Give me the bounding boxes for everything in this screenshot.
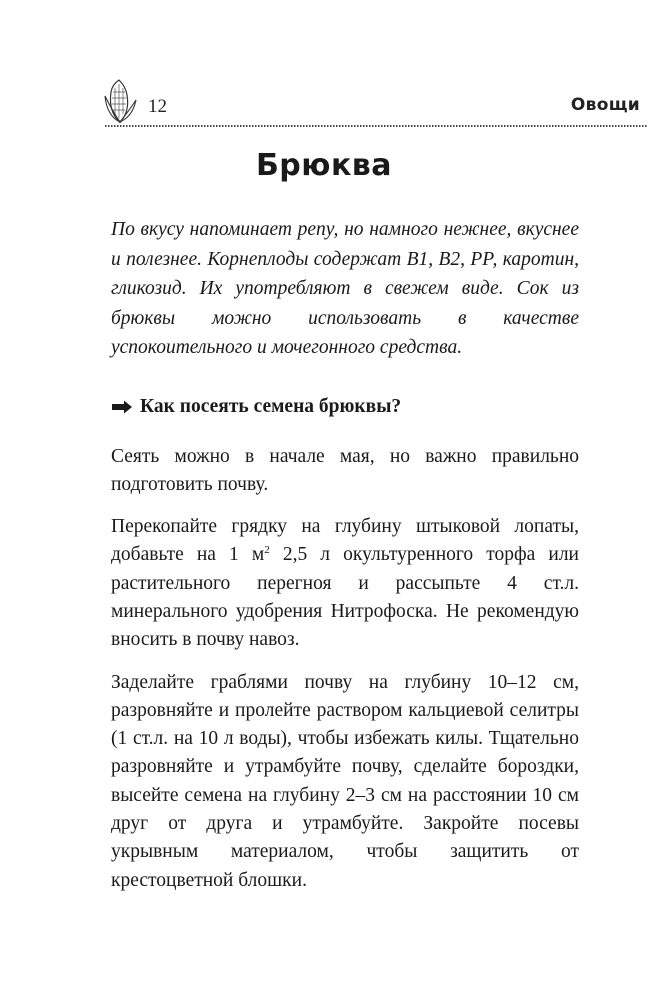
paragraph-2-text-b: 2,5 л окультуренного торфа или растительного перегноя и рассыпьте 4 ст.л. минерального удобрения Нитрофоска. Не рекомендую вносить в почву навоз. bbox=[111, 544, 579, 651]
paragraph-1: Сеять можно в начале мая, но важно правильно подготовить почву. bbox=[111, 445, 579, 495]
arrow-right-icon bbox=[111, 400, 133, 414]
corn-icon bbox=[103, 78, 137, 124]
paragraph-2 bbox=[111, 513, 579, 654]
superscript-2: 2 bbox=[264, 544, 270, 557]
page-title: Брюква bbox=[255, 148, 393, 183]
subheading bbox=[111, 393, 579, 421]
page-number: 12 bbox=[148, 96, 167, 117]
paragraph-2-text-a: Перекопайте грядку на глубину штыковой лопаты, добавьте на 1 м bbox=[111, 516, 579, 566]
article-body bbox=[111, 215, 579, 909]
page-header bbox=[103, 78, 648, 130]
subheading-text: Как посеять семена брюквы? bbox=[140, 395, 402, 417]
intro-paragraph: По вкусу напоминает репу, но намного нежнее, вкуснее и полезнее. Корнеплоды содержат В1, В2, РР, каротин, гликозид. Их употребляют в свежем виде. Сок из брюквы можно использовать в качестве успокоительного и мочегонного средства. bbox=[111, 219, 579, 358]
section-name: Овощи bbox=[570, 95, 640, 115]
header-divider bbox=[105, 123, 648, 129]
paragraph-3: Заделайте граблями почву на глубину 10–12 см, разровняйте и пролейте раствором кальциевой селитры (1 ст.л. на 10 л воды), чтобы избежать килы. Тщательно разровняйте и утрамбуйте почву, сделайте бороздки, высейте семена на глубину 2–3 см на расстоянии 10 см друг от друга и утрамбуйте. Закройте посевы укрывным материалом, чтобы защитить от крестоцветной блошки. bbox=[111, 671, 579, 891]
